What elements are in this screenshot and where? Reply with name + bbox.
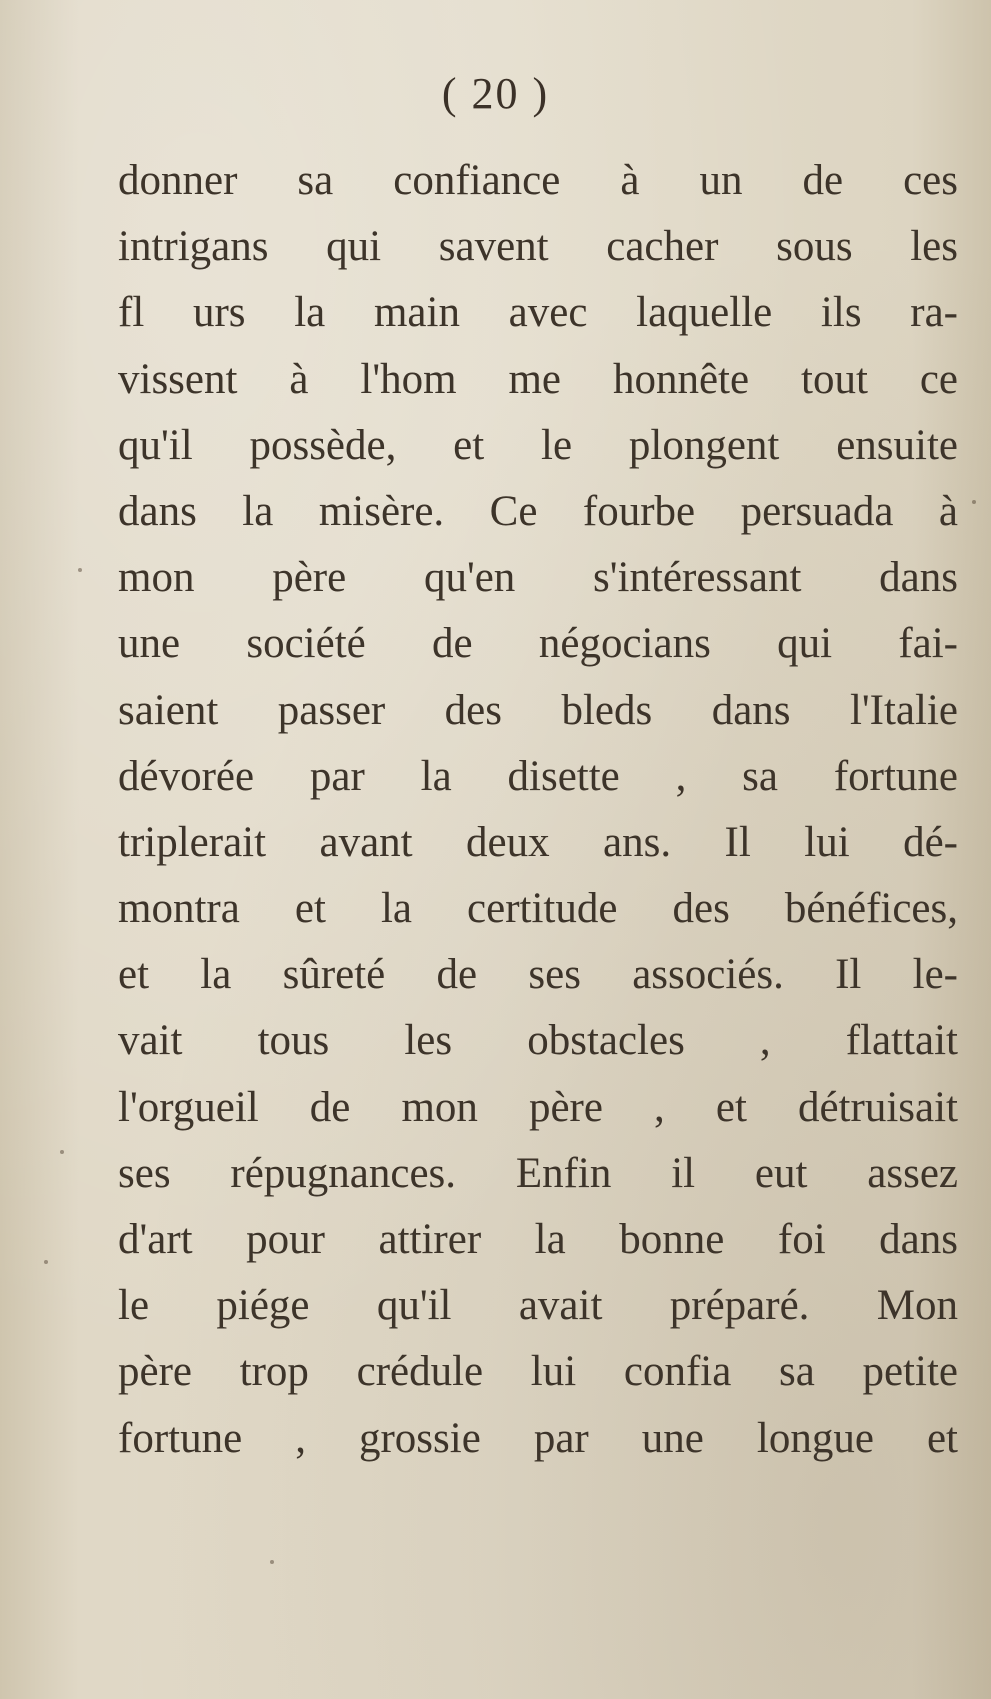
paper-speck [78,568,82,572]
text-line: fl urs la main avec laquelle ils ra- [118,289,958,337]
text-line: donner sa confiance à un de ces [118,157,958,204]
text-line: vissent à l'hom me honnête tout ce [118,355,958,403]
text-line: une société de négocians qui fai- [118,620,958,668]
page-number: ( 20 ) [441,69,550,118]
text-line: vait tous les obstacles , flattait [118,1017,958,1065]
text-line: dévorée par la disette , sa fortune [118,752,958,800]
paper-speck [44,1260,48,1264]
text-line: et la sûreté de ses associés. Il le- [118,951,958,999]
text-line: père trop crédule lui confia sa petite [118,1348,958,1396]
text-line: l'orgueil de mon père , et détruisait [118,1083,958,1131]
text-line: le piége qu'il avait préparé. Mon [118,1282,958,1330]
text-line: triplerait avant deux ans. Il lui dé- [118,818,958,866]
paper-speck [60,1150,64,1154]
text-line: saient passer des bleds dans l'Italie [118,686,958,734]
text-line: fortune , grossie par une longue et [118,1414,958,1462]
paper-speck [270,1560,274,1564]
text-line: mon père qu'en s'intéressant dans [118,554,958,602]
text-line: intrigans qui savent cacher sous les [118,223,958,271]
text-line: qu'il possède, et le plongent ensuite [118,421,958,469]
text-line: montra et la certitude des bénéfices, [118,885,958,933]
text-line: ses répugnances. Enfin il eut assez [118,1149,958,1197]
paper-speck [972,500,976,504]
text-line: d'art pour attirer la bonne foi dans [118,1216,958,1263]
page-body-text [118,148,958,1472]
text-line: dans la misère. Ce fourbe persuada à [118,487,958,535]
